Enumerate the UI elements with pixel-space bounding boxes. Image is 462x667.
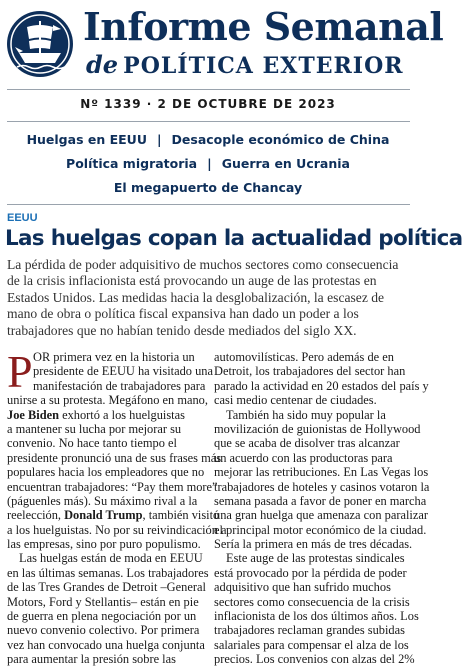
body-line: Motors, Ford y Stellantis– están en pie bbox=[7, 594, 199, 609]
masthead bbox=[0, 0, 444, 84]
dropcap-paragraph bbox=[7, 346, 213, 397]
topics-row-3 bbox=[0, 176, 416, 200]
body-line: (páguenles más). Su máximo rival a la bbox=[7, 493, 198, 508]
ship-logo-icon bbox=[5, 9, 75, 79]
body-line: mejorar las retribuciones. En Las Vegas los bbox=[214, 465, 429, 480]
body-line: OR primera vez en la historia un bbox=[33, 350, 195, 364]
body-line: casi medio centenar de ciudades. bbox=[214, 393, 377, 408]
body-line: el principal motor económico de la ciudad. bbox=[214, 522, 427, 537]
topic-link-chancay[interactable]: El megapuerto de Chancay bbox=[113, 180, 303, 195]
body-line: movilización de guionistas de Hollywood bbox=[214, 421, 421, 436]
topic-link-ucrania[interactable]: Guerra en Ucrania bbox=[221, 156, 350, 171]
drop-cap: P bbox=[7, 346, 33, 397]
body-line: para aumentar la presión sobre las bbox=[7, 652, 176, 667]
body-line: manifestación de trabajadores para bbox=[33, 378, 206, 393]
body-line: unirse a su protesta. Megáfono en mano, bbox=[7, 393, 208, 408]
top-divider bbox=[7, 89, 410, 90]
article-lede: La pérdida de poder adquisitivo de muchos sectores como consecuencia de la crisis inflacionista está provocando un auge de las protestas en Estados Unidos. Las medidas hacia la desglobalización, la escasez de mano de obra o política fiscal expansiva han dado un poder a los trabajadores que no habían tenido desde mediados del siglo XX. bbox=[7, 257, 399, 338]
body-line: adquisitivo que han sufrido muchos bbox=[214, 580, 391, 595]
topics-row-2 bbox=[0, 152, 416, 176]
body-line: encuentran trabajadores: “Pay them more” bbox=[7, 479, 218, 494]
body-line: las empresas, sino por puro populismo. bbox=[7, 537, 201, 552]
body-line: un acuerdo con las productoras para bbox=[214, 450, 393, 465]
body-line: de las Tres Grandes de Detroit –General bbox=[7, 580, 206, 595]
topics-row-1 bbox=[0, 128, 416, 152]
body-line: en las últimas semanas. Los trabajadores bbox=[7, 565, 209, 580]
article-column-left bbox=[7, 346, 227, 667]
body-line: Este auge de las protestas sindicales bbox=[226, 551, 405, 566]
subtitle-de: de bbox=[86, 50, 119, 79]
body-line: reelección, Donald Trump, también visitó bbox=[7, 508, 220, 523]
body-line: que se acaba de disolver tras alcanzar bbox=[214, 436, 400, 451]
body-line: presidente pronunció una de sus frases más bbox=[7, 450, 222, 465]
publication-subtitle bbox=[86, 50, 412, 83]
topic-link-desacople[interactable]: Desacople económico de China bbox=[171, 132, 390, 147]
topics-divider bbox=[7, 204, 410, 205]
body-line: populares hacia los empleadores que no bbox=[7, 465, 205, 480]
issue-line: Nº 1339 · 2 DE OCTUBRE DE 2023 bbox=[80, 97, 336, 111]
article-headline: Las huelgas copan la actualidad política bbox=[5, 226, 462, 251]
topic-separator: | bbox=[156, 132, 162, 147]
body-line: Sería la primera en más de tres décadas. bbox=[214, 537, 413, 552]
topic-separator: | bbox=[207, 156, 212, 171]
issue-divider bbox=[7, 121, 410, 122]
topic-link-huelgas[interactable]: Huelgas en EEUU bbox=[26, 132, 147, 147]
body-line: automovilísticas. Pero además de en bbox=[214, 350, 394, 364]
body-line: precios. Los convenios con alzas del 2% bbox=[214, 652, 415, 667]
body-line: inflacionista de los dos últimos años. Los bbox=[214, 609, 419, 624]
publication-title: Informe Semanal bbox=[83, 4, 444, 49]
body-line: una gran huelga que amenaza con paralizar bbox=[214, 508, 428, 523]
person-name-biden: Joe Biden bbox=[7, 407, 59, 422]
body-line: de guerra en plena negociación por un bbox=[7, 609, 197, 624]
body-line: a los huelguistas. No por su reivindicación a bbox=[7, 522, 227, 537]
body-line: vez han convocado una huelga conjunta bbox=[7, 637, 205, 652]
subtitle-politica-exterior: POLÍTICA EXTERIOR bbox=[123, 53, 404, 79]
body-line: convenio. No hace tanto tiempo el bbox=[7, 436, 177, 451]
body-line: a mantener su lucha por mejorar su bbox=[7, 421, 182, 436]
body-line: sectores como consecuencia de la crisis bbox=[214, 594, 410, 609]
body-line: Detroit, los trabajadores del sector han bbox=[214, 364, 406, 379]
article-column-right bbox=[214, 350, 430, 667]
body-line: parado la actividad en 20 estados del país y bbox=[214, 378, 429, 393]
person-name-trump: Donald Trump bbox=[64, 508, 143, 523]
body-line: presidente de EEUU ha visitado una bbox=[33, 364, 213, 379]
body-line: nuevo convenio colectivo. Por primera bbox=[7, 623, 200, 638]
body-line: También ha sido muy popular la bbox=[226, 407, 386, 422]
topics-index bbox=[0, 128, 416, 200]
body-line: está provocado por la pérdida de poder bbox=[214, 565, 407, 580]
body-line: semana pasada a favor de poner en marcha bbox=[214, 493, 427, 508]
body-line: trabajadores de hoteles y casinos votaron la bbox=[214, 479, 430, 494]
body-line: Joe Biden exhortó a los huelguistas bbox=[7, 407, 185, 422]
section-label: EEUU bbox=[7, 212, 38, 224]
body-line: trabajadores reclaman grandes subidas bbox=[214, 623, 405, 638]
body-line: Las huelgas están de moda en EEUU bbox=[19, 551, 203, 566]
topic-link-migratoria[interactable]: Política migratoria bbox=[66, 156, 198, 171]
body-line: salariales para compensar el alza de los bbox=[214, 637, 409, 652]
